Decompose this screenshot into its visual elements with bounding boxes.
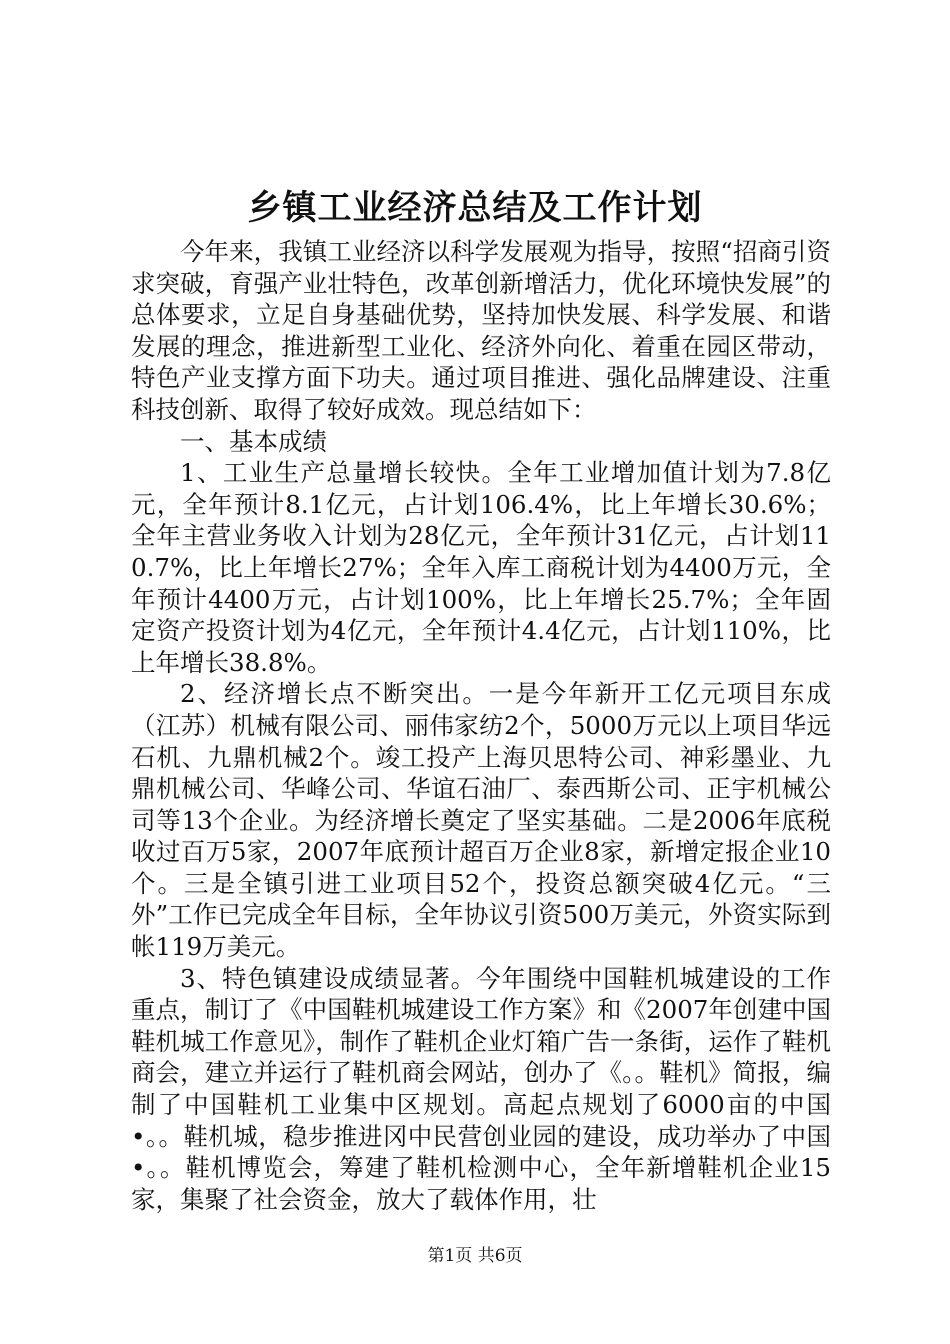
paragraph-industrial-output: 1、工业生产总量增长较快。全年工业增加值计划为7.8亿元，全年预计8.1亿元，占计划106.4%，比上年增长30.6%；全年主营业务收入计划为28亿元，全年预计31亿元，占计划110.7%，比上年增长27%；全年入库工商税计划为4400万元，全年预计4400万元，占计划100%，比上年增长25.7%；全年固定资产投资计划为4亿元，全年预计4.4亿元，占计划110%，比上年增长38.8%。 bbox=[131, 458, 831, 677]
document-body bbox=[131, 236, 831, 1215]
document-title: 乡镇工业经济总结及工作计划 bbox=[247, 188, 703, 228]
paragraph-intro: 今年来，我镇工业经济以科学发展观为指导，按照“招商引资求突破，育强产业壮特色，改革创新增活力，优化环境快发展”的总体要求，立足自身基础优势，坚持加快发展、科学发展、和谐发展的理念，推进新型工业化、经济外向化、着重在园区带动，特色产业支撑方面下功夫。通过项目推进、强化品牌建设、注重科技创新、取得了较好成效。现总结如下： bbox=[131, 237, 831, 424]
paragraph-featured-town: 3、特色镇建设成绩显著。今年围绕中国鞋机城建设的工作重点，制订了《中国鞋机城建设工作方案》和《2007年创建中国鞋机城工作意见》，制作了鞋机企业灯箱广告一条街，运作了鞋机商会，建立并运行了鞋机商会网站，创办了《。。鞋机》简报，编制了中国鞋机工业集中区规划。高起点规划了6000亩的中国•。。鞋机城，稳步推进冈中民营创业园的建设，成功举办了中国•。。鞋机博览会，筹建了鞋机检测中心，全年新增鞋机企业15家，集聚了社会资金，放大了载体作用，壮 bbox=[131, 963, 831, 1214]
section-heading-basic-achievements: 一、基本成绩 bbox=[180, 426, 327, 456]
page-footer: 第1页 共6页 bbox=[427, 1246, 523, 1266]
paragraph-growth-points: 2、经济增长点不断突出。一是今年新开工亿元项目东成（江苏）机械有限公司、丽伟家纺2个，5000万元以上项目华远石机、九鼎机械2个。竣工投产上海贝思特公司、神彩墨业、九鼎机械公司、华峰公司、华谊石油厂、泰西斯公司、正宇机械公司等13个企业。为经济增长奠定了坚实基础。二是2006年底税收过百万5家，2007年底预计超百万企业8家，新增定报企业10个。三是全镇引进工业项目52个，投资总额突破4亿元。“三外”工作已完成全年目标，全年协议引资500万美元，外资实际到帐119万美元。 bbox=[131, 679, 831, 962]
